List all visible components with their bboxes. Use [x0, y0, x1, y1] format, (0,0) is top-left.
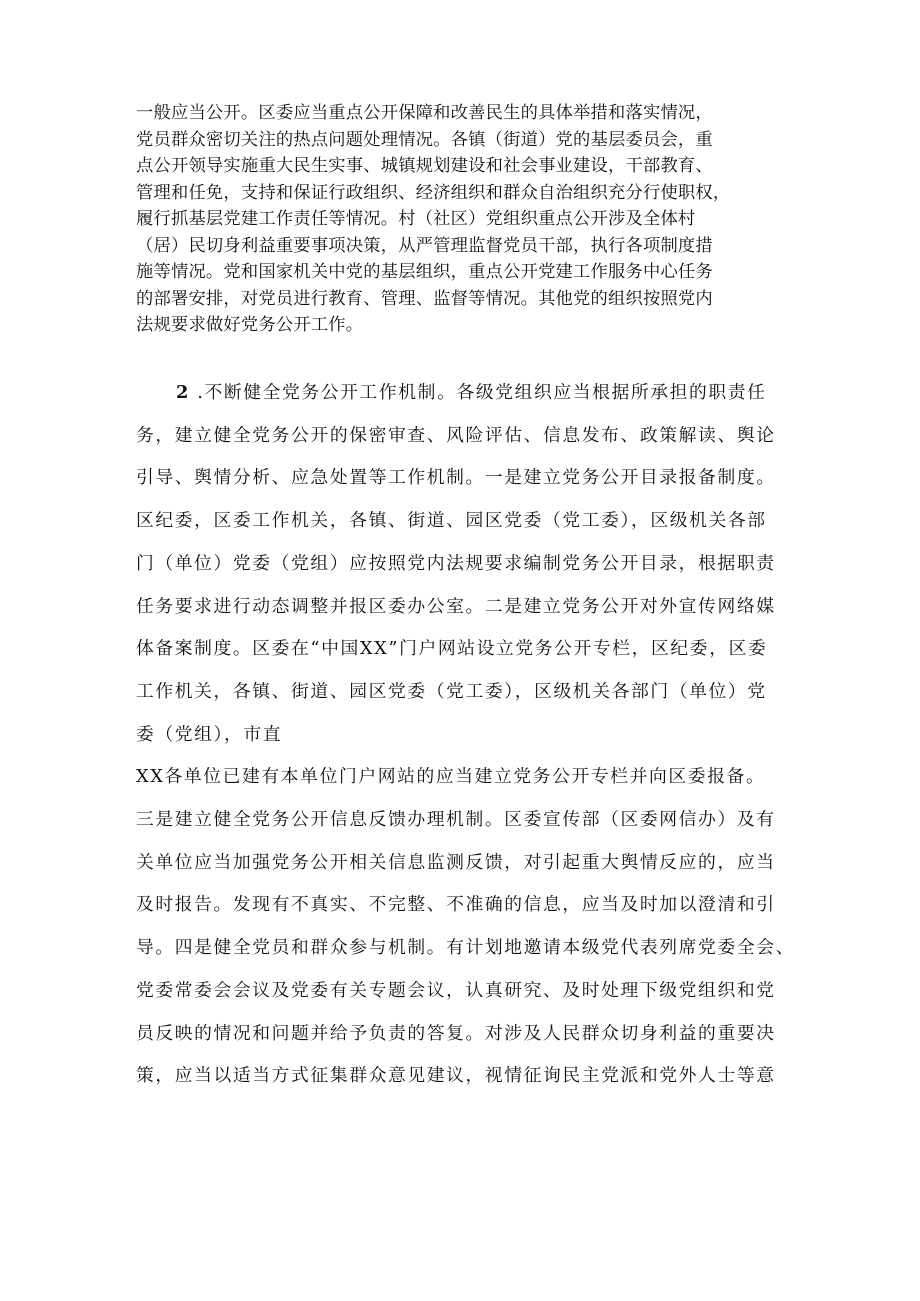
- text-line: 管理和任免，支持和保证行政组织、经济组织和群众自治组织充分行使职权，: [136, 182, 731, 203]
- item-heading-text: .不断健全党务公开工作机制。各级党组织应当根据所承担的职责任: [189, 382, 767, 403]
- text-line: 履行抓基层党建工作责任等情况。村（社区）党组织重点公开涉及全体村: [136, 209, 696, 229]
- text-line: 策，应当以适当方式征集群众意见建议，视情征询民主党派和党外人士等意: [136, 1065, 776, 1087]
- text-line: 三是建立健全党务公开信息反馈办理机制。区委宣传部（区委网信办）及有: [136, 809, 776, 831]
- text-line: 党委常委会会议及党委有关专题会议，认真研究、及时处理下级党组织和党: [136, 979, 776, 1001]
- text-line: 体备案制度。区委在“中国XX”门户网站设立党务公开专栏，区纪委，区委: [136, 638, 768, 660]
- text-line: 党员群众密切关注的热点问题处理情况。各镇（街道）党的基层委员会，重: [136, 129, 713, 150]
- text-line: 引导、舆情分析、应急处置等工作机制。一是建立党务公开目录报备制度。: [136, 467, 776, 489]
- text-line: 的部署安排，对党员进行教育、管理、监督等情况。其他党的组织按照党内: [136, 288, 713, 309]
- text-line-first: [136, 372, 796, 415]
- text-line: 区纪委，区委工作机关，各镇、街道、园区党委（党工委），区级机关各部: [136, 510, 767, 532]
- text-line: （居）民切身利益重要事项决策，从严管理监督党员干部，执行各项制度措: [136, 235, 713, 256]
- text-line: 任务要求进行动态调整并报区委办公室。二是建立党务公开对外宣传网络媒: [136, 595, 776, 617]
- text-line: 及时报告。发现有不真实、不完整、不准确的信息，应当及时加以澄清和引: [136, 894, 776, 916]
- text-line: XX各单位已建有本单位门户网站的应当建立党务公开专栏并向区委报备。: [136, 766, 766, 788]
- text-line: 门（单位）党委（党组）应按照党内法规要求编制党务公开目录，根据职责: [136, 552, 776, 574]
- text-line: 务，建立健全党务公开的保密审查、风险评估、信息发布、政策解读、舆论: [136, 424, 776, 446]
- text-line: 工作机关，各镇、街道、园区党委（党工委），区级机关各部门（单位）党: [136, 680, 767, 702]
- text-line: 法规要求做好党务公开工作。: [136, 315, 364, 335]
- text-line: 关单位应当加强党务公开相关信息监测反馈，对引起重大舆情反应的，应当: [136, 851, 776, 873]
- text-line: 员反映的情况和问题并给予负责的答复。对涉及人民群众切身利益的重要决: [136, 1022, 776, 1044]
- text-line: 一般应当公开。区委应当重点公开保障和改善民生的具体举措和落实情况，: [136, 103, 713, 123]
- paragraph-1: [136, 100, 796, 339]
- text-line: 点公开领导实施重大民生实事、城镇规划建设和社会事业建设，干部教育、: [136, 156, 713, 176]
- text-line: 委（党组），市直: [136, 723, 283, 745]
- text-line: 施等情况。党和国家机关中党的基层组织，重点公开党建工作服务中心任务: [136, 262, 713, 282]
- text-line: 导。四是健全党员和群众参与机制。有计划地邀请本级党代表列席党委全会、: [136, 937, 795, 959]
- item-number: 2: [176, 382, 190, 403]
- paragraph-2: [136, 372, 796, 1098]
